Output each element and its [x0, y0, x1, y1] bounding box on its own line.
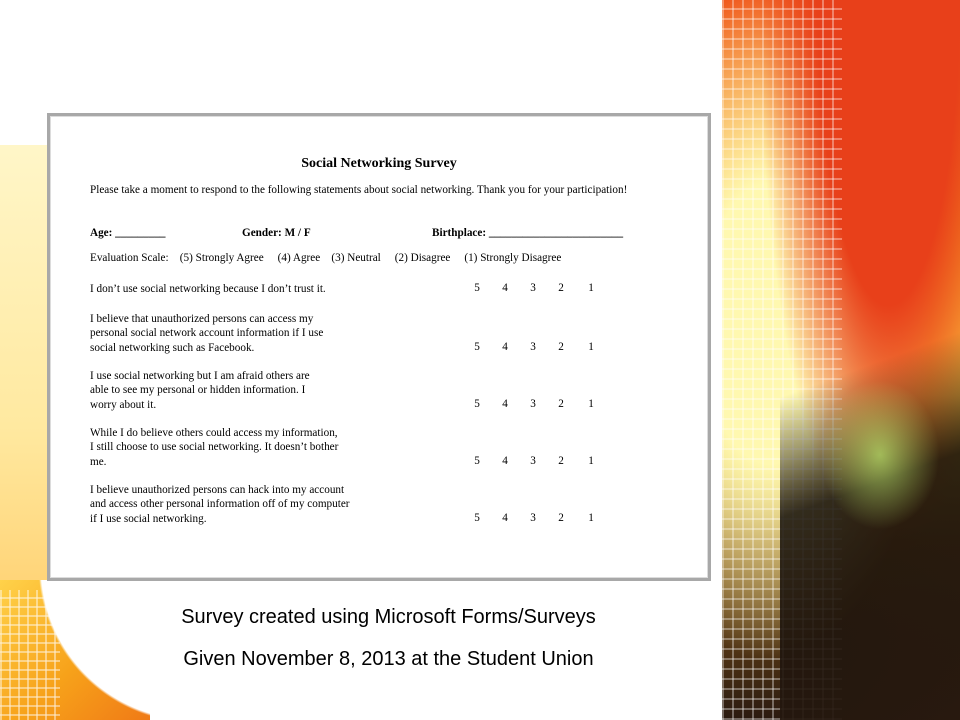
- caption-given-date: Given November 8, 2013 at the Student Union: [183, 648, 594, 670]
- birthplace-field-label: Birthplace: ________________________: [432, 227, 624, 239]
- survey-question-5: [90, 483, 400, 526]
- question-line: worry about it.: [90, 398, 157, 411]
- score-option-2: 2: [558, 340, 564, 353]
- background-monitor-glow: [820, 380, 940, 530]
- survey-title: Social Networking Survey: [301, 156, 457, 171]
- score-option-2: 2: [558, 282, 564, 294]
- score-option-3: 3: [530, 282, 536, 294]
- survey-question-3: [90, 369, 400, 412]
- score-option-3: 3: [530, 454, 536, 467]
- question-line: able to see my personal or hidden information. I: [90, 384, 306, 397]
- score-option-4: 4: [502, 397, 508, 410]
- score-option-1: 1: [588, 511, 594, 524]
- score-option-4: 4: [502, 282, 508, 294]
- score-option-2: 2: [558, 397, 564, 410]
- question-line: social networking such as Facebook.: [90, 341, 255, 354]
- age-field-label: Age: _________: [90, 227, 166, 239]
- score-option-3: 3: [530, 340, 536, 353]
- caption-created-with: Survey created using Microsoft Forms/Surveys: [181, 606, 596, 628]
- question-line: me.: [90, 455, 107, 468]
- score-option-3: 3: [530, 511, 536, 524]
- score-option-4: 4: [502, 511, 508, 524]
- question-line: I still choose to use social networking. It doesn’t bother: [90, 441, 339, 454]
- survey-question-4: [90, 426, 400, 469]
- survey-question-1: [90, 282, 400, 296]
- score-option-1: 1: [588, 397, 594, 410]
- question-line: I don’t use social networking because I don’t trust it.: [90, 283, 326, 295]
- score-option-5: 5: [474, 397, 480, 410]
- score-option-5: 5: [474, 282, 480, 294]
- score-option-2: 2: [558, 454, 564, 467]
- question-line: While I do believe others could access my information,: [90, 427, 338, 439]
- survey-intro-text: Please take a moment to respond to the following statements about social networking. Thank you for your participation!: [90, 184, 628, 196]
- survey-image-frame: [47, 113, 711, 581]
- score-option-4: 4: [502, 454, 508, 467]
- question-line: I use social networking but I am afraid others are: [90, 370, 310, 382]
- score-option-1: 1: [588, 454, 594, 467]
- score-option-5: 5: [474, 340, 480, 353]
- question-line: and access other personal information off of my computer: [90, 498, 350, 511]
- survey-document: [50, 116, 708, 578]
- survey-question-2: [90, 312, 400, 355]
- question-line: personal social network account information if I use: [90, 327, 324, 340]
- score-option-2: 2: [558, 511, 564, 524]
- score-option-5: 5: [474, 511, 480, 524]
- score-option-5: 5: [474, 454, 480, 467]
- question-line: if I use social networking.: [90, 512, 207, 525]
- question-line: I believe unauthorized persons can hack into my account: [90, 484, 345, 496]
- score-option-1: 1: [588, 340, 594, 353]
- question-line: I believe that unauthorized persons can access my: [90, 313, 314, 325]
- score-option-4: 4: [502, 340, 508, 353]
- score-option-3: 3: [530, 397, 536, 410]
- evaluation-scale: Evaluation Scale: (5) Strongly Agree (4) Agree (3) Neutral (2) Disagree (1) Strongly Disagree: [90, 252, 562, 264]
- score-option-1: 1: [588, 282, 594, 294]
- gender-field-label: Gender: M / F: [242, 227, 311, 239]
